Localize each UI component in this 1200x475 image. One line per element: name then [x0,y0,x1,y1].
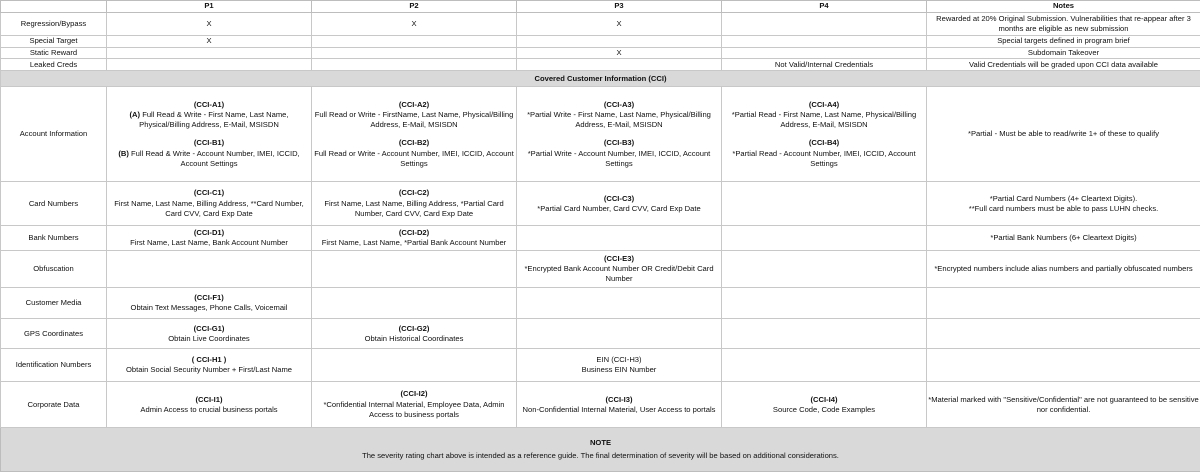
notes-cell[interactable]: *Material marked with "Sensitive/Confidential" are not guaranteed to be sensitive nor confidential. [927,382,1200,428]
cci-c3-cell[interactable] [517,182,722,226]
header-p2[interactable]: P2 [312,1,517,13]
p1-cell[interactable]: X [107,36,312,48]
row-label[interactable]: Special Target [1,36,107,48]
cci-prefix: (B) [118,148,129,158]
cci-description: Admin Access to crucial business portals [140,404,278,414]
p3-cell[interactable]: X [517,48,722,59]
p4-cell[interactable] [722,36,927,48]
cci-description: First Name, Last Name, Bank Account Number [130,238,288,248]
row-label[interactable]: Static Reward [1,48,107,59]
p3-cell[interactable] [517,59,722,71]
row-label[interactable]: Obfuscation [1,251,107,288]
p4-cell[interactable]: Not Valid/Internal Credentials [722,59,927,71]
cci-description: Non-Confidential Internal Material, User Access to portals [522,404,716,414]
cci-description: *Partial Read - Account Number, IMEI, ICCID, Account Settings [732,148,916,168]
cci-a4-b4-cell[interactable] [722,87,927,182]
p4-cell[interactable] [722,319,927,349]
cci-code: (CCI-C3) [603,193,635,203]
notes-line: **Full card numbers must be able to pass LUHN checks. [968,203,1159,213]
notes-cell[interactable] [927,319,1200,349]
cci-banner-row [1,71,1200,87]
cci-code: (CCI-I3) [605,394,633,404]
cci-i3-cell[interactable] [517,382,722,428]
row-label[interactable]: Card Numbers [1,182,107,226]
row-label[interactable]: Identification Numbers [1,349,107,382]
row-label[interactable]: Regression/Bypass [1,13,107,36]
header-notes[interactable]: Notes [927,1,1200,13]
p2-cell[interactable] [312,36,517,48]
cci-code: (CCI-D1) [193,228,225,237]
cci-description: First Name, Last Name, *Partial Bank Account Number [321,238,507,248]
cci-code: (CCI-C1) [193,188,225,198]
cci-prefix: (A) [129,109,141,119]
row-regression-bypass [1,13,1200,36]
cci-i4-cell[interactable] [722,382,927,428]
notes-cell[interactable] [927,288,1200,319]
cci-code: (CCI-G1) [193,323,225,333]
row-label[interactable]: Bank Numbers [1,226,107,251]
p4-cell[interactable] [722,349,927,382]
row-account-information [1,87,1200,182]
notes-cell[interactable]: Special targets defined in program brief [927,36,1200,48]
notes-cell[interactable]: Valid Credentials will be graded upon CCI data available [927,59,1200,71]
cci-a1-b1-cell[interactable] [107,87,312,182]
header-row [1,1,1200,13]
row-label[interactable]: Leaked Creds [1,59,107,71]
cci-d1-cell[interactable] [107,226,312,251]
row-corporate-data [1,382,1200,428]
header-p4[interactable]: P4 [722,1,927,13]
cci-code: (CCI-F1) [194,293,224,302]
cci-code: (CCI-G2) [398,323,430,333]
cci-code: (CCI-B2) [398,138,430,148]
p4-cell[interactable] [722,13,927,36]
p1-cell[interactable] [107,48,312,59]
p3-cell[interactable] [517,226,722,251]
cci-description: Source Code, Code Examples [772,404,876,414]
cci-code: (CCI-A3) [603,99,635,109]
row-leaked-creds [1,59,1200,71]
row-customer-media [1,288,1200,319]
p4-cell[interactable] [722,288,927,319]
cci-description: Full Read & Write - First Name, Last Name, Physical/Billing Address, E-Mail, MSISDN [139,109,289,129]
p3-cell[interactable]: X [517,13,722,36]
p2-cell[interactable] [312,349,517,382]
row-obfuscation [1,251,1200,288]
row-label[interactable]: GPS Coordinates [1,319,107,349]
cci-description: Obtain Live Coordinates [168,333,250,343]
cci-code: (CCI-B1) [193,138,225,148]
cci-code: ( CCI-H1 ) [191,355,227,364]
cci-e3-cell[interactable] [517,251,722,288]
cci-code: (CCI-B3) [603,138,635,148]
cci-description: *Partial Card Number, Card CVV, Card Exp Date [537,203,701,213]
cci-banner[interactable]: Covered Customer Information (CCI) [1,71,1200,87]
p1-cell[interactable] [107,59,312,71]
cci-d2-cell[interactable] [312,226,517,251]
notes-line: *Partial Card Numbers (4+ Cleartext Digits). [989,193,1138,203]
cci-description: Obtain Text Messages, Phone Calls, Voicemail [130,303,288,313]
p3-cell[interactable] [517,36,722,48]
cci-code: (CCI-I4) [810,394,838,404]
cci-code: (CCI-C2) [398,188,430,198]
cci-description: First Name, Last Name, Billing Address, **Card Number, Card CVV, Card Exp Date [114,198,304,218]
row-label[interactable]: Customer Media [1,288,107,319]
cci-description: *Partial Write - Account Number, IMEI, ICCID, Account Settings [527,148,711,168]
cci-description: *Confidential Internal Material, Employee Data, Admin Access to business portals [323,399,505,419]
cci-description: *Encrypted Bank Account Number OR Credit/Debit Card Number [524,264,714,284]
footer-title: NOTE [589,438,612,447]
row-static-reward [1,48,1200,59]
cci-f1-cell[interactable] [107,288,312,319]
row-label[interactable]: Account Information [1,87,107,182]
cci-description: Full Read or Write - FirstName, Last Name, Physical/Billing Address, E-Mail, MSISDN [314,109,514,129]
cci-code: (CCI-E3) [604,253,634,263]
footer-row [1,428,1200,472]
notes-cell[interactable]: Rewarded at 20% Original Submission. Vulnerabilities that re-appear after 3 months are eligible as new submission [927,13,1200,36]
p2-cell[interactable] [312,288,517,319]
cci-h1-cell[interactable] [107,349,312,382]
p1-cell[interactable]: X [107,13,312,36]
p1-cell[interactable] [107,251,312,288]
p2-cell[interactable] [312,59,517,71]
cci-code: (CCI-A4) [808,99,840,109]
row-bank-numbers [1,226,1200,251]
cci-code: (CCI-D2) [398,228,430,237]
p2-cell[interactable] [312,251,517,288]
p2-cell[interactable]: X [312,13,517,36]
p3-cell[interactable] [517,319,722,349]
row-gps-coordinates [1,319,1200,349]
cci-c1-cell[interactable] [107,182,312,226]
cci-description: Obtain Historical Coordinates [364,333,464,343]
header-p1[interactable]: P1 [107,1,312,13]
cci-code: (CCI-A1) [193,99,225,109]
cci-description: Business EIN Number [581,365,657,375]
cci-code: EIN (CCI-H3) [596,355,642,364]
footer-note-cell[interactable] [1,428,1200,472]
cci-code: (CCI-A2) [398,99,430,109]
cci-description: First Name, Last Name, Billing Address, *Partial Card Number, Card CVV, Card Exp Date [324,198,504,218]
cci-description: *Partial Write - First Name, Last Name, Physical/Billing Address, E-Mail, MSISDN [527,109,711,129]
p4-cell[interactable] [722,226,927,251]
cci-description: Obtain Social Security Number + First/Last Name [125,365,293,375]
cci-code: (CCI-B4) [808,138,840,148]
cci-g1-cell[interactable] [107,319,312,349]
cci-i1-cell[interactable] [107,382,312,428]
p4-cell[interactable] [722,48,927,59]
p4-cell[interactable] [722,182,927,226]
notes-cell[interactable]: *Partial Bank Numbers (6+ Cleartext Digits) [927,226,1200,251]
cci-i2-cell[interactable] [312,382,517,428]
cci-h3-cell[interactable] [517,349,722,382]
row-special-target [1,36,1200,48]
notes-cell[interactable]: Subdomain Takeover [927,48,1200,59]
footer-text: The severity rating chart above is intended as a reference guide. The final determination of severity will be based on additional considerations. [362,451,839,461]
cci-code: (CCI-I1) [195,394,223,404]
row-card-numbers [1,182,1200,226]
p3-cell[interactable] [517,288,722,319]
notes-cell[interactable]: *Partial - Must be able to read/write 1+ of these to qualify [927,87,1200,182]
row-identification-numbers [1,349,1200,382]
cci-a2-b2-cell[interactable] [312,87,517,182]
p4-cell[interactable] [722,251,927,288]
cci-c2-cell[interactable] [312,182,517,226]
notes-cell[interactable] [927,349,1200,382]
cci-g2-cell[interactable] [312,319,517,349]
cci-description: Full Read or Write - Account Number, IMEI, ICCID, Account Settings [314,148,514,168]
header-blank-cell[interactable] [1,1,107,13]
cci-a3-b3-cell[interactable] [517,87,722,182]
cci-code: (CCI-I2) [400,389,428,399]
notes-cell[interactable]: *Encrypted numbers include alias numbers and partially obfuscated numbers [927,251,1200,288]
cci-description: *Partial Read - First Name, Last Name, Physical/Billing Address, E-Mail, MSISDN [731,109,917,129]
p2-cell[interactable] [312,48,517,59]
row-label[interactable]: Corporate Data [1,382,107,428]
header-p3[interactable]: P3 [517,1,722,13]
cci-description: Full Read & Write - Account Number, IMEI, ICCID, Account Settings [131,148,300,168]
notes-cell[interactable] [927,182,1200,226]
